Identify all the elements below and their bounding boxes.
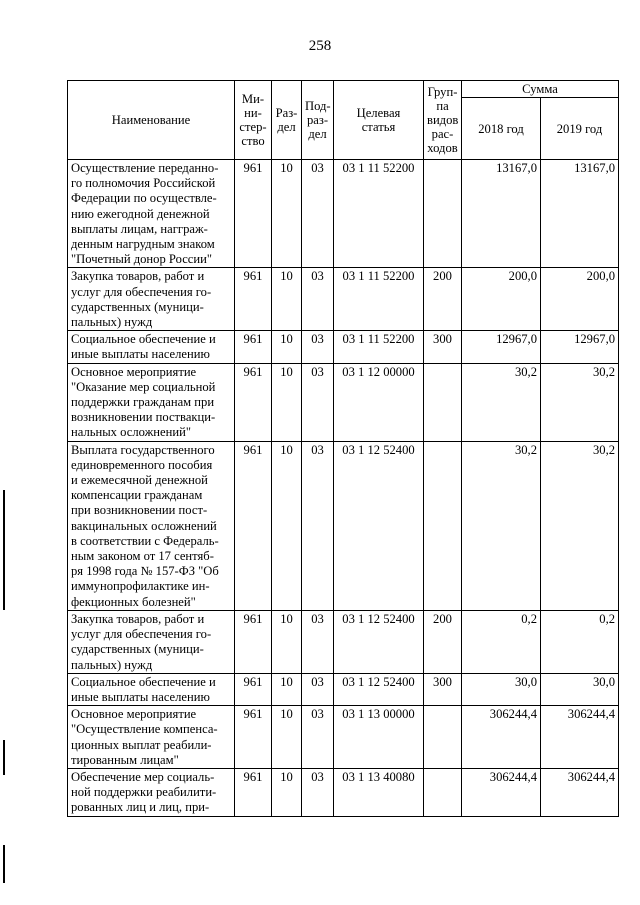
row-section: 10 <box>272 363 302 441</box>
row-section: 10 <box>272 673 302 705</box>
row-expense-group: 300 <box>424 331 462 363</box>
row-sum-2018: 12967,0 <box>462 331 541 363</box>
table-row <box>68 268 619 331</box>
row-section: 10 <box>272 331 302 363</box>
row-target-article: 03 1 13 00000 <box>334 706 424 769</box>
row-target-article: 03 1 11 52200 <box>334 160 424 268</box>
row-target-article: 03 1 12 52400 <box>334 610 424 673</box>
row-ministry: 961 <box>235 363 272 441</box>
row-expense-group: 200 <box>424 610 462 673</box>
row-sum-2018: 0,2 <box>462 610 541 673</box>
row-sum-2018: 306244,4 <box>462 768 541 816</box>
row-name: Закупка товаров, работ и услуг для обеспечения го- сударственных (муници- пальных) нужд <box>68 268 235 331</box>
header-subsection: Под- раз- дел <box>302 81 334 160</box>
row-name: Социальное обеспечение и иные выплаты населению <box>68 331 235 363</box>
row-name: Социальное обеспечение и иные выплаты населению <box>68 673 235 705</box>
row-ministry: 961 <box>235 768 272 816</box>
margin-mark <box>3 490 5 610</box>
row-expense-group: 300 <box>424 673 462 705</box>
row-subsection: 03 <box>302 673 334 705</box>
row-expense-group <box>424 768 462 816</box>
row-target-article: 03 1 12 52400 <box>334 673 424 705</box>
row-name: Основное мероприятие "Оказание мер социальной поддержки гражданам при возникновении поствакци- нальных осложнений" <box>68 363 235 441</box>
row-name: Закупка товаров, работ и услуг для обеспечения го- сударственных (муници- пальных) нужд <box>68 610 235 673</box>
row-section: 10 <box>272 268 302 331</box>
header-section: Раз- дел <box>272 81 302 160</box>
row-sum-2019: 30,0 <box>541 673 619 705</box>
row-sum-2018: 30,2 <box>462 441 541 610</box>
row-target-article: 03 1 12 52400 <box>334 441 424 610</box>
table-row <box>68 160 619 268</box>
row-expense-group: 200 <box>424 268 462 331</box>
row-target-article: 03 1 11 52200 <box>334 331 424 363</box>
table-row <box>68 706 619 769</box>
row-subsection: 03 <box>302 768 334 816</box>
table-row <box>68 363 619 441</box>
row-expense-group <box>424 441 462 610</box>
row-sum-2019: 12967,0 <box>541 331 619 363</box>
row-expense-group <box>424 160 462 268</box>
margin-mark <box>3 845 5 883</box>
row-subsection: 03 <box>302 441 334 610</box>
budget-table <box>67 80 619 817</box>
row-sum-2019: 13167,0 <box>541 160 619 268</box>
row-ministry: 961 <box>235 673 272 705</box>
row-name: Обеспечение мер социаль- ной поддержки реабилити- рованных лиц и лиц, при- <box>68 768 235 816</box>
header-year-2018: 2018 год <box>462 98 541 160</box>
header-year-2019: 2019 год <box>541 98 619 160</box>
row-sum-2018: 200,0 <box>462 268 541 331</box>
row-section: 10 <box>272 706 302 769</box>
row-subsection: 03 <box>302 363 334 441</box>
table-body <box>68 160 619 817</box>
row-section: 10 <box>272 768 302 816</box>
header-ministry: Ми- ни- стер- ство <box>235 81 272 160</box>
row-section: 10 <box>272 441 302 610</box>
row-ministry: 961 <box>235 610 272 673</box>
row-ministry: 961 <box>235 441 272 610</box>
row-subsection: 03 <box>302 706 334 769</box>
header-expense-group: Груп- па видов рас- ходов <box>424 81 462 160</box>
row-sum-2018: 30,2 <box>462 363 541 441</box>
row-subsection: 03 <box>302 268 334 331</box>
row-ministry: 961 <box>235 160 272 268</box>
row-target-article: 03 1 12 00000 <box>334 363 424 441</box>
row-ministry: 961 <box>235 706 272 769</box>
row-section: 10 <box>272 610 302 673</box>
table-row <box>68 673 619 705</box>
row-target-article: 03 1 13 40080 <box>334 768 424 816</box>
table-row <box>68 768 619 816</box>
row-sum-2019: 306244,4 <box>541 706 619 769</box>
row-sum-2018: 13167,0 <box>462 160 541 268</box>
header-sum: Сумма <box>462 81 619 98</box>
row-sum-2018: 306244,4 <box>462 706 541 769</box>
page-number: 258 <box>308 38 332 54</box>
row-ministry: 961 <box>235 268 272 331</box>
table-row <box>68 331 619 363</box>
row-name: Выплата государственного единовременного пособия и ежемесячной денежной компенсации гражданам при возникновении пост- вакцинальных осложнений в соответствии с Федераль- ным законом от 17 сентяб- ря 1998 года № 157-ФЗ "Об иммунопрофилактике ин- фекционных болезней" <box>68 441 235 610</box>
header-name: Наименование <box>68 81 235 160</box>
row-subsection: 03 <box>302 160 334 268</box>
row-sum-2019: 30,2 <box>541 363 619 441</box>
row-sum-2019: 306244,4 <box>541 768 619 816</box>
table-row <box>68 441 619 610</box>
row-name: Основное мероприятие "Осуществление компенса- ционных выплат реабили- тированным лицам" <box>68 706 235 769</box>
row-sum-2019: 30,2 <box>541 441 619 610</box>
row-expense-group <box>424 706 462 769</box>
header-target-article: Целевая статья <box>334 81 424 160</box>
row-sum-2019: 200,0 <box>541 268 619 331</box>
row-sum-2019: 0,2 <box>541 610 619 673</box>
row-subsection: 03 <box>302 610 334 673</box>
row-ministry: 961 <box>235 331 272 363</box>
margin-mark <box>3 740 5 775</box>
row-name: Осуществление переданно- го полномочия Российской Федерации по осуществле- нию ежегодной денежной выплаты лицам, нагграж- денным нагрудным знаком "Почетный донор России" <box>68 160 235 268</box>
row-expense-group <box>424 363 462 441</box>
row-target-article: 03 1 11 52200 <box>334 268 424 331</box>
table-row <box>68 610 619 673</box>
row-section: 10 <box>272 160 302 268</box>
row-sum-2018: 30,0 <box>462 673 541 705</box>
row-subsection: 03 <box>302 331 334 363</box>
